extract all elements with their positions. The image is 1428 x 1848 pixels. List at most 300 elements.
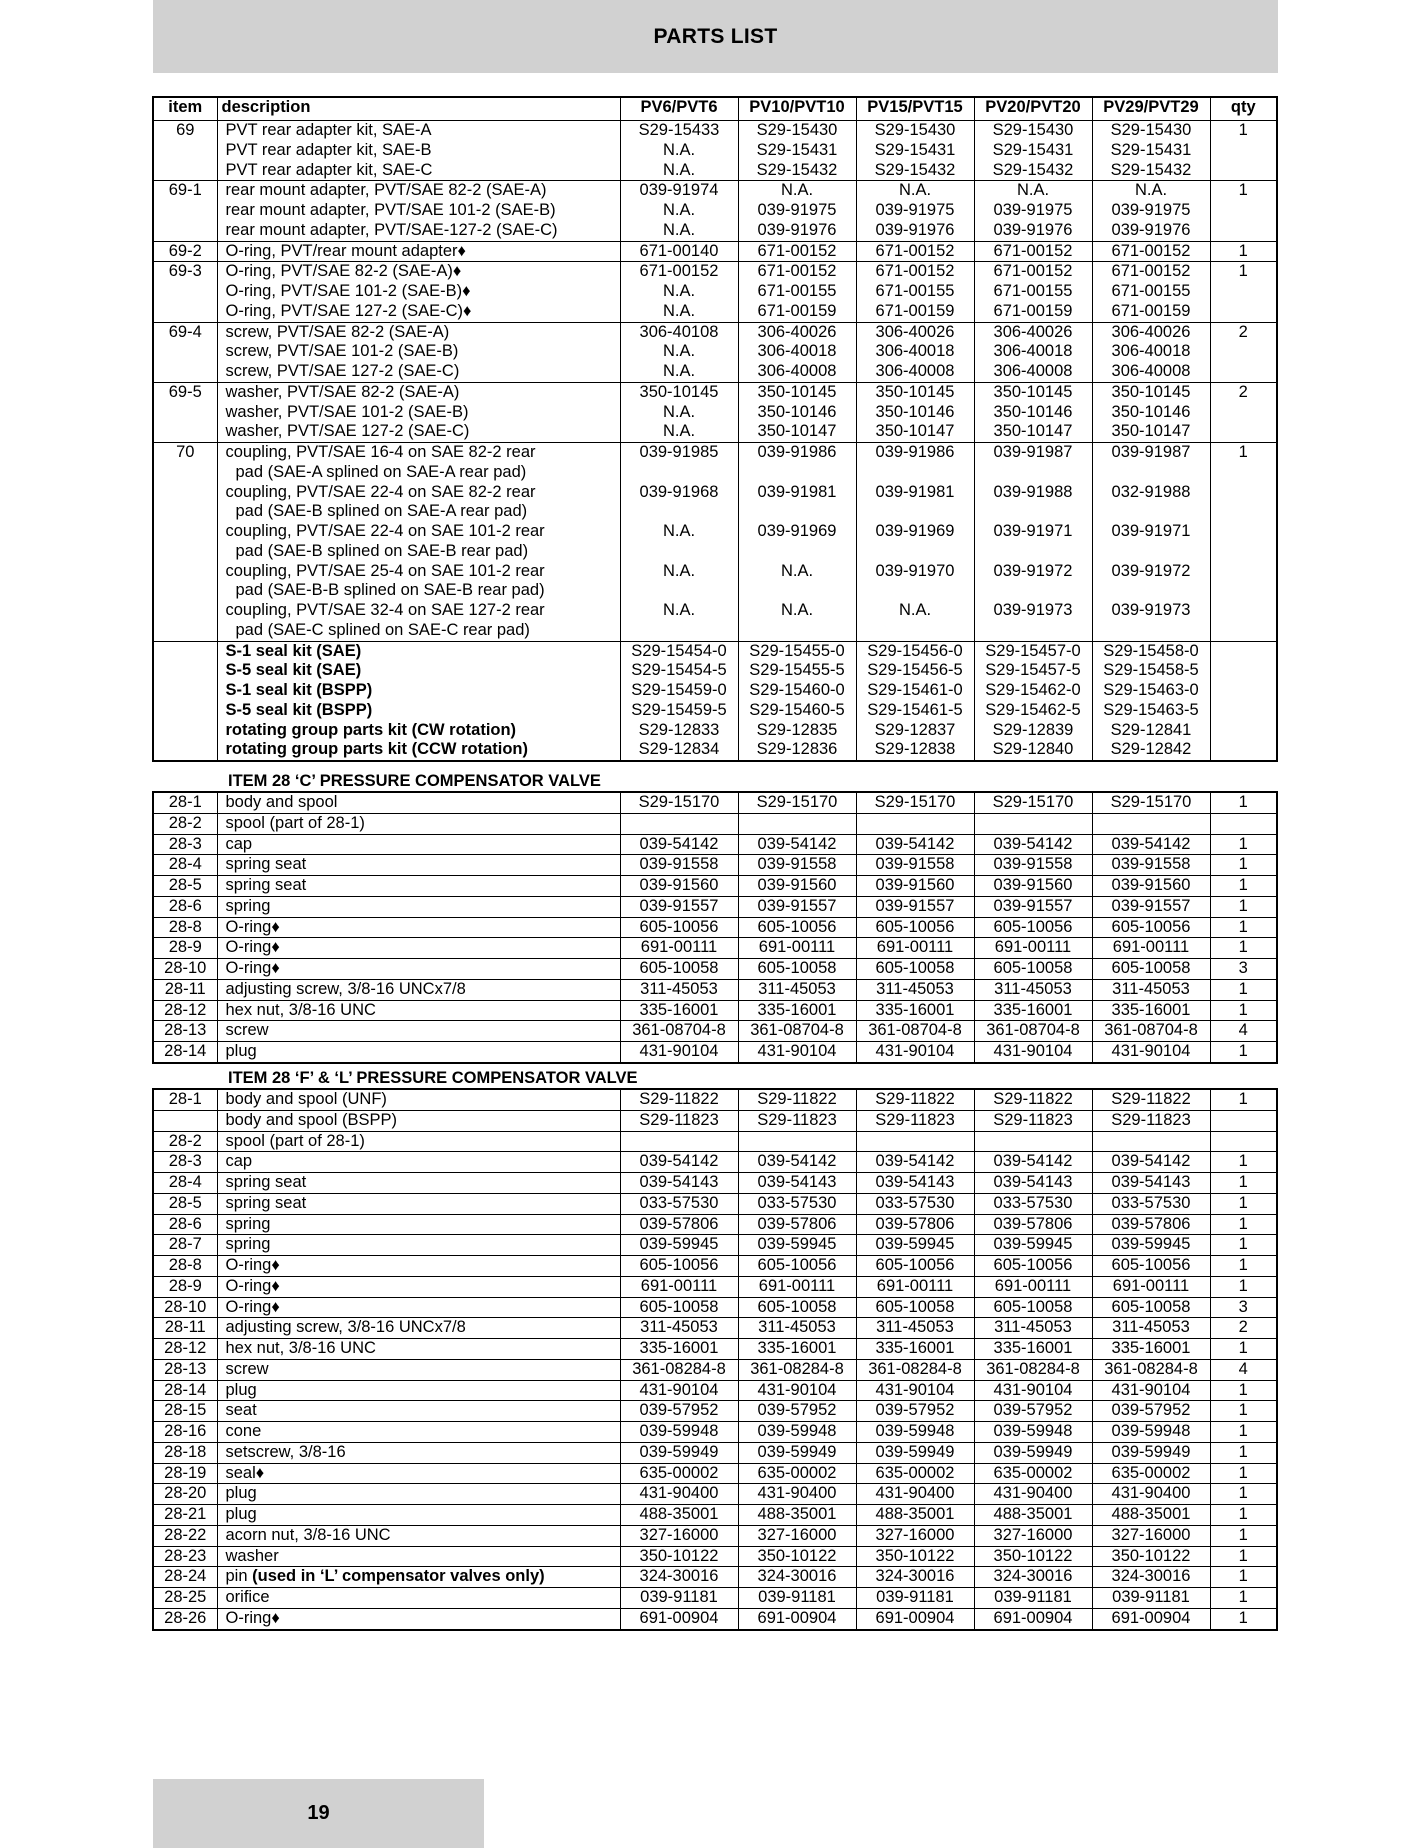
qty-cell	[1210, 282, 1277, 302]
part-number-cell: 431-90104	[620, 1380, 738, 1401]
part-number-cell: 691-00111	[738, 938, 856, 959]
part-number-cell: 311-45053	[1092, 1318, 1210, 1339]
description-cell	[217, 1131, 620, 1152]
table-row	[153, 1463, 1277, 1484]
part-number-cell: 361-08704-8	[738, 1021, 856, 1042]
qty-cell: 1	[1210, 1525, 1277, 1546]
item-cell: 28-14	[153, 1380, 217, 1401]
description-text: cone	[225, 1422, 262, 1440]
part-number-cell: 039-59945	[974, 1235, 1092, 1256]
parts-table-main	[152, 96, 1278, 762]
qty-cell: 1	[1210, 1193, 1277, 1214]
part-number-cell: S29-15459-0	[620, 681, 738, 701]
part-number-cell: N.A.	[620, 562, 738, 582]
table-row	[153, 1442, 1277, 1463]
item-cell: 28-8	[153, 1256, 217, 1277]
part-number-cell: 039-91986	[738, 443, 856, 463]
description-text: hex nut, 3/8-16 UNC	[225, 1339, 376, 1357]
description-text: O-ring♦	[225, 1297, 280, 1316]
description-cell: coupling, PVT/SAE 22-4 on SAE 82-2 rear	[217, 483, 620, 503]
part-number-cell: 335-16001	[856, 1000, 974, 1021]
part-number-cell: 605-10058	[856, 959, 974, 980]
parts-table-c	[152, 791, 1278, 1064]
part-number-cell: S29-15457-5	[974, 661, 1092, 681]
description-cell: pad (SAE-B splined on SAE-A rear pad)	[217, 502, 620, 522]
part-number-cell: 691-00904	[620, 1608, 738, 1629]
part-number-cell: 350-10147	[974, 422, 1092, 442]
qty-cell	[1210, 1131, 1277, 1152]
item-cell: 28-1	[153, 1089, 217, 1110]
item-cell	[153, 422, 217, 442]
part-number-cell: S29-12839	[974, 721, 1092, 741]
part-number-cell: 488-35001	[1092, 1505, 1210, 1526]
part-number-cell: 039-59948	[738, 1422, 856, 1443]
qty-cell: 1	[1210, 1214, 1277, 1235]
part-number-cell: 605-10058	[974, 959, 1092, 980]
column-header: description	[217, 97, 620, 121]
description-text: O-ring♦	[225, 959, 280, 977]
part-number-cell: 327-16000	[738, 1525, 856, 1546]
item-cell: 28-9	[153, 938, 217, 959]
part-number-cell: 039-54143	[856, 1173, 974, 1194]
part-number-cell: 691-00111	[620, 938, 738, 959]
qty-cell	[1210, 502, 1277, 522]
description-cell: screw, PVT/SAE 127-2 (SAE-C)	[217, 362, 620, 382]
item-cell: 69-3	[153, 262, 217, 282]
part-number-cell: 350-10122	[1092, 1546, 1210, 1567]
qty-cell	[1210, 141, 1277, 161]
part-number-cell: 350-10146	[974, 403, 1092, 423]
description-text: orifice	[225, 1588, 270, 1606]
description-cell	[217, 813, 620, 834]
part-number-cell: 039-59949	[1092, 1442, 1210, 1463]
part-number-cell: 306-40008	[974, 362, 1092, 382]
part-number-cell: 039-91988	[974, 483, 1092, 503]
description-cell	[217, 1297, 620, 1318]
part-number-cell: 311-45053	[974, 979, 1092, 1000]
part-number-cell	[1092, 1131, 1210, 1152]
part-number-cell	[856, 463, 974, 483]
description-cell: pad (SAE-C splined on SAE-C rear pad)	[217, 621, 620, 641]
description-cell	[217, 917, 620, 938]
description-cell: pad (SAE-B-B splined on SAE-B rear pad)	[217, 581, 620, 601]
part-number-cell: 361-08704-8	[974, 1021, 1092, 1042]
page-header	[153, 0, 1278, 73]
description-cell	[217, 1463, 620, 1484]
part-number-cell: S29-12841	[1092, 721, 1210, 741]
description-cell	[217, 1442, 620, 1463]
qty-cell: 1	[1210, 1380, 1277, 1401]
description-text: spring seat	[225, 1193, 307, 1212]
description-cell	[217, 1021, 620, 1042]
table-row	[153, 938, 1277, 959]
column-header: PV15/PVT15	[856, 97, 974, 121]
table-row	[153, 701, 1277, 721]
item-cell	[153, 721, 217, 741]
part-number-cell: 671-00152	[1092, 262, 1210, 282]
qty-cell: 2	[1210, 382, 1277, 402]
part-number-cell: N.A.	[620, 601, 738, 621]
part-number-cell: N.A.	[1092, 181, 1210, 201]
part-number-cell: 039-91981	[856, 483, 974, 503]
table-row	[153, 1173, 1277, 1194]
part-number-cell: 431-90104	[738, 1042, 856, 1063]
part-number-cell: S29-15430	[974, 121, 1092, 141]
item-cell: 28-3	[153, 1152, 217, 1173]
part-number-cell: 350-10147	[738, 422, 856, 442]
description-cell: O-ring, PVT/rear mount adapter♦	[217, 241, 620, 262]
part-number-cell: S29-15461-5	[856, 701, 974, 721]
item-cell: 28-9	[153, 1276, 217, 1297]
description-text: screw	[225, 1359, 269, 1378]
part-number-cell: 039-59945	[856, 1235, 974, 1256]
description-cell: coupling, PVT/SAE 16-4 on SAE 82-2 rear	[217, 443, 620, 463]
item-cell: 28-8	[153, 917, 217, 938]
table-row	[153, 1214, 1277, 1235]
part-number-cell: 033-57530	[620, 1193, 738, 1214]
page-footer	[153, 1779, 484, 1848]
part-number-cell: S29-15458-5	[1092, 661, 1210, 681]
column-header: PV20/PVT20	[974, 97, 1092, 121]
table-header-row	[153, 97, 1277, 121]
qty-cell: 1	[1210, 1484, 1277, 1505]
qty-cell: 2	[1210, 322, 1277, 342]
part-number-cell: N.A.	[620, 302, 738, 322]
qty-cell: 1	[1210, 1442, 1277, 1463]
part-number-cell: N.A.	[620, 422, 738, 442]
part-number-cell: S29-15463-5	[1092, 701, 1210, 721]
item-cell: 28-26	[153, 1608, 217, 1629]
part-number-cell: 033-57530	[974, 1193, 1092, 1214]
description-text: body and spool (UNF)	[225, 1090, 387, 1108]
qty-cell: 1	[1210, 1042, 1277, 1063]
part-number-cell: N.A.	[620, 522, 738, 542]
parts-table-fl-wrap	[152, 1088, 1276, 1631]
part-number-cell: 350-10122	[738, 1546, 856, 1567]
part-number-cell: 605-10058	[620, 959, 738, 980]
qty-cell: 1	[1210, 1000, 1277, 1021]
part-number-cell: 039-91558	[620, 855, 738, 876]
description-cell	[217, 834, 620, 855]
description-cell	[217, 938, 620, 959]
qty-cell	[1210, 483, 1277, 503]
part-number-cell: 039-59948	[856, 1422, 974, 1443]
table-row	[153, 302, 1277, 322]
part-number-cell: 350-10145	[620, 382, 738, 402]
part-number-cell: S29-15432	[856, 161, 974, 181]
table-row	[153, 502, 1277, 522]
part-number-cell: S29-12837	[856, 721, 974, 741]
qty-cell: 1	[1210, 834, 1277, 855]
part-number-cell: S29-11823	[856, 1110, 974, 1131]
part-number-cell: S29-15460-0	[738, 681, 856, 701]
description-text: seal♦	[225, 1463, 265, 1482]
part-number-cell: S29-15460-5	[738, 701, 856, 721]
part-number-cell: 605-10058	[974, 1297, 1092, 1318]
qty-cell	[1210, 221, 1277, 241]
part-number-cell	[620, 542, 738, 562]
item-cell: 28-2	[153, 1131, 217, 1152]
part-number-cell: 311-45053	[738, 979, 856, 1000]
column-header: PV10/PVT10	[738, 97, 856, 121]
part-number-cell: 311-45053	[738, 1318, 856, 1339]
part-number-cell: 306-40026	[1092, 322, 1210, 342]
description-cell	[217, 1173, 620, 1194]
part-number-cell	[856, 1131, 974, 1152]
table-row	[153, 1276, 1277, 1297]
qty-cell: 1	[1210, 1588, 1277, 1609]
part-number-cell: 324-30016	[974, 1567, 1092, 1588]
part-number-cell: N.A.	[738, 181, 856, 201]
part-number-cell: S29-15431	[1092, 141, 1210, 161]
table-row	[153, 661, 1277, 681]
part-number-cell: 671-00159	[738, 302, 856, 322]
qty-cell: 4	[1210, 1359, 1277, 1380]
part-number-cell: S29-15170	[856, 792, 974, 813]
part-number-cell: 039-59949	[738, 1442, 856, 1463]
description-cell	[217, 1422, 620, 1443]
table-row	[153, 1089, 1277, 1110]
part-number-cell: S29-11822	[856, 1089, 974, 1110]
description-text: setscrew, 3/8-16	[225, 1442, 346, 1461]
description-text: adjusting screw, 3/8-16 UNCx7/8	[225, 979, 466, 998]
table-row	[153, 621, 1277, 641]
description-cell	[217, 979, 620, 1000]
part-number-cell	[1092, 542, 1210, 562]
description-cell: S-5 seal kit (SAE)	[217, 661, 620, 681]
part-number-cell: 605-10058	[738, 959, 856, 980]
description-cell: O-ring, PVT/SAE 127-2 (SAE-C)♦	[217, 302, 620, 322]
qty-cell: 1	[1210, 121, 1277, 141]
part-number-cell: N.A.	[620, 342, 738, 362]
item-cell	[153, 463, 217, 483]
part-number-cell: N.A.	[620, 141, 738, 161]
part-number-cell	[738, 581, 856, 601]
part-number-cell: 306-40018	[856, 342, 974, 362]
table-row	[153, 1318, 1277, 1339]
table-row	[153, 403, 1277, 423]
part-number-cell	[738, 463, 856, 483]
qty-cell	[1210, 601, 1277, 621]
description-cell	[217, 1380, 620, 1401]
description-cell	[217, 1339, 620, 1360]
table-row	[153, 855, 1277, 876]
part-number-cell: S29-15431	[738, 141, 856, 161]
description-text: spool (part of 28-1)	[225, 813, 365, 832]
qty-cell	[1210, 721, 1277, 741]
description-cell: pad (SAE-B splined on SAE-B rear pad)	[217, 542, 620, 562]
item-cell: 28-11	[153, 1318, 217, 1339]
part-number-cell: 039-57952	[620, 1401, 738, 1422]
part-number-cell: 039-91557	[974, 896, 1092, 917]
item-cell: 28-12	[153, 1339, 217, 1360]
description-cell: coupling, PVT/SAE 32-4 on SAE 127-2 rear	[217, 601, 620, 621]
description-cell: PVT rear adapter kit, SAE-B	[217, 141, 620, 161]
part-number-cell: 361-08704-8	[856, 1021, 974, 1042]
part-number-cell	[1092, 621, 1210, 641]
item-cell: 28-24	[153, 1567, 217, 1588]
part-number-cell: 039-91558	[974, 855, 1092, 876]
description-cell: rotating group parts kit (CW rotation)	[217, 721, 620, 741]
qty-cell: 1	[1210, 1546, 1277, 1567]
part-number-cell: N.A.	[620, 221, 738, 241]
part-number-cell: 431-90400	[620, 1484, 738, 1505]
table-row	[153, 1588, 1277, 1609]
part-number-cell	[738, 542, 856, 562]
part-number-cell: S29-15455-0	[738, 641, 856, 661]
table-row	[153, 581, 1277, 601]
part-number-cell: 361-08704-8	[1092, 1021, 1210, 1042]
part-number-cell: 039-54143	[974, 1173, 1092, 1194]
part-number-cell: 488-35001	[620, 1505, 738, 1526]
part-number-cell: 605-10056	[974, 917, 1092, 938]
description-cell	[217, 1484, 620, 1505]
part-number-cell: 361-08704-8	[620, 1021, 738, 1042]
item-cell	[153, 201, 217, 221]
part-number-cell: S29-15454-0	[620, 641, 738, 661]
description-cell: S-5 seal kit (BSPP)	[217, 701, 620, 721]
table-row	[153, 1256, 1277, 1277]
item-cell	[153, 522, 217, 542]
part-number-cell: 361-08284-8	[620, 1359, 738, 1380]
part-number-cell: 335-16001	[620, 1000, 738, 1021]
part-number-cell: 488-35001	[974, 1505, 1092, 1526]
qty-cell: 1	[1210, 896, 1277, 917]
part-number-cell: 324-30016	[856, 1567, 974, 1588]
qty-cell	[1210, 201, 1277, 221]
description-cell	[217, 1588, 620, 1609]
part-number-cell: 671-00155	[856, 282, 974, 302]
description-cell	[217, 1608, 620, 1629]
part-number-cell: 605-10056	[738, 1256, 856, 1277]
item-cell	[153, 362, 217, 382]
qty-cell: 1	[1210, 1339, 1277, 1360]
table-row	[153, 1131, 1277, 1152]
description-text: O-ring♦	[225, 1256, 280, 1274]
part-number-cell: N.A.	[620, 161, 738, 181]
column-header: PV29/PVT29	[1092, 97, 1210, 121]
table-row	[153, 959, 1277, 980]
part-number-cell: 306-40008	[856, 362, 974, 382]
item-cell: 69-1	[153, 181, 217, 201]
description-text: spring seat	[225, 1173, 307, 1191]
description-text: hex nut, 3/8-16 UNC	[225, 1000, 376, 1019]
item-cell	[153, 161, 217, 181]
description-cell	[217, 1235, 620, 1256]
part-number-cell: N.A.	[620, 403, 738, 423]
part-number-cell: 671-00159	[856, 302, 974, 322]
table-row	[153, 1042, 1277, 1063]
part-number-cell: 039-91971	[974, 522, 1092, 542]
part-number-cell: 671-00152	[620, 262, 738, 282]
description-cell: screw, PVT/SAE 82-2 (SAE-A)	[217, 322, 620, 342]
item-cell: 28-2	[153, 813, 217, 834]
page-number: 19	[307, 1802, 330, 1824]
table-row	[153, 917, 1277, 938]
part-number-cell: 039-91969	[856, 522, 974, 542]
part-number-cell: 039-57806	[1092, 1214, 1210, 1235]
part-number-cell: 327-16000	[620, 1525, 738, 1546]
part-number-cell: 671-00152	[738, 262, 856, 282]
part-number-cell: 039-54142	[856, 834, 974, 855]
part-number-cell: 605-10056	[1092, 917, 1210, 938]
part-number-cell	[856, 581, 974, 601]
part-number-cell: 350-10145	[738, 382, 856, 402]
item-cell: 28-13	[153, 1021, 217, 1042]
part-number-cell: 039-57952	[1092, 1401, 1210, 1422]
description-cell	[217, 896, 620, 917]
qty-cell: 1	[1210, 241, 1277, 262]
description-text: cap	[225, 1152, 253, 1171]
part-number-cell: 431-90104	[620, 1042, 738, 1063]
table-row	[153, 1110, 1277, 1131]
part-number-cell: 039-91557	[738, 896, 856, 917]
part-number-cell: 350-10122	[974, 1546, 1092, 1567]
part-number-cell: 039-91969	[738, 522, 856, 542]
qty-cell	[1210, 161, 1277, 181]
part-number-cell: 311-45053	[620, 1318, 738, 1339]
part-number-cell: 306-40026	[856, 322, 974, 342]
part-number-cell: 039-91976	[1092, 221, 1210, 241]
part-number-cell	[974, 1131, 1092, 1152]
table-row	[153, 282, 1277, 302]
table-row	[153, 121, 1277, 141]
item-cell: 28-11	[153, 979, 217, 1000]
part-number-cell: 039-91985	[620, 443, 738, 463]
part-number-cell: 350-10145	[856, 382, 974, 402]
part-number-cell	[1092, 581, 1210, 601]
part-number-cell: N.A.	[620, 362, 738, 382]
part-number-cell: 605-10058	[1092, 959, 1210, 980]
table-row	[153, 1339, 1277, 1360]
part-number-cell: 306-40008	[738, 362, 856, 382]
part-number-cell	[856, 542, 974, 562]
part-number-cell: 039-54142	[620, 834, 738, 855]
part-number-cell: 671-00155	[1092, 282, 1210, 302]
description-cell	[217, 1110, 620, 1131]
part-number-cell: 039-91181	[856, 1588, 974, 1609]
part-number-cell: 431-90104	[1092, 1042, 1210, 1063]
table-row	[153, 721, 1277, 741]
part-number-cell: 691-00111	[1092, 938, 1210, 959]
table-row	[153, 876, 1277, 897]
part-number-cell: S29-11822	[620, 1089, 738, 1110]
part-number-cell: 605-10056	[620, 917, 738, 938]
part-number-cell: S29-12833	[620, 721, 738, 741]
part-number-cell: 039-91986	[856, 443, 974, 463]
part-number-cell: 039-91973	[1092, 601, 1210, 621]
part-number-cell: 350-10146	[738, 403, 856, 423]
table-row	[153, 641, 1277, 661]
description-text: spring seat	[225, 876, 307, 894]
table-row	[153, 382, 1277, 402]
part-number-cell: 335-16001	[856, 1339, 974, 1360]
description-cell: rear mount adapter, PVT/SAE 82-2 (SAE-A)	[217, 181, 620, 201]
part-number-cell: S29-12842	[1092, 740, 1210, 761]
description-text: plug	[225, 1484, 257, 1503]
part-number-cell: 039-91976	[974, 221, 1092, 241]
part-number-cell	[620, 1131, 738, 1152]
item-cell	[153, 302, 217, 322]
part-number-cell: 039-91558	[738, 855, 856, 876]
qty-cell	[1210, 403, 1277, 423]
description-cell	[217, 1276, 620, 1297]
item-cell: 28-13	[153, 1359, 217, 1380]
part-number-cell: 039-59949	[974, 1442, 1092, 1463]
description-text: spool (part of 28-1)	[225, 1131, 365, 1150]
part-number-cell: 039-91975	[1092, 201, 1210, 221]
part-number-cell: 350-10122	[620, 1546, 738, 1567]
